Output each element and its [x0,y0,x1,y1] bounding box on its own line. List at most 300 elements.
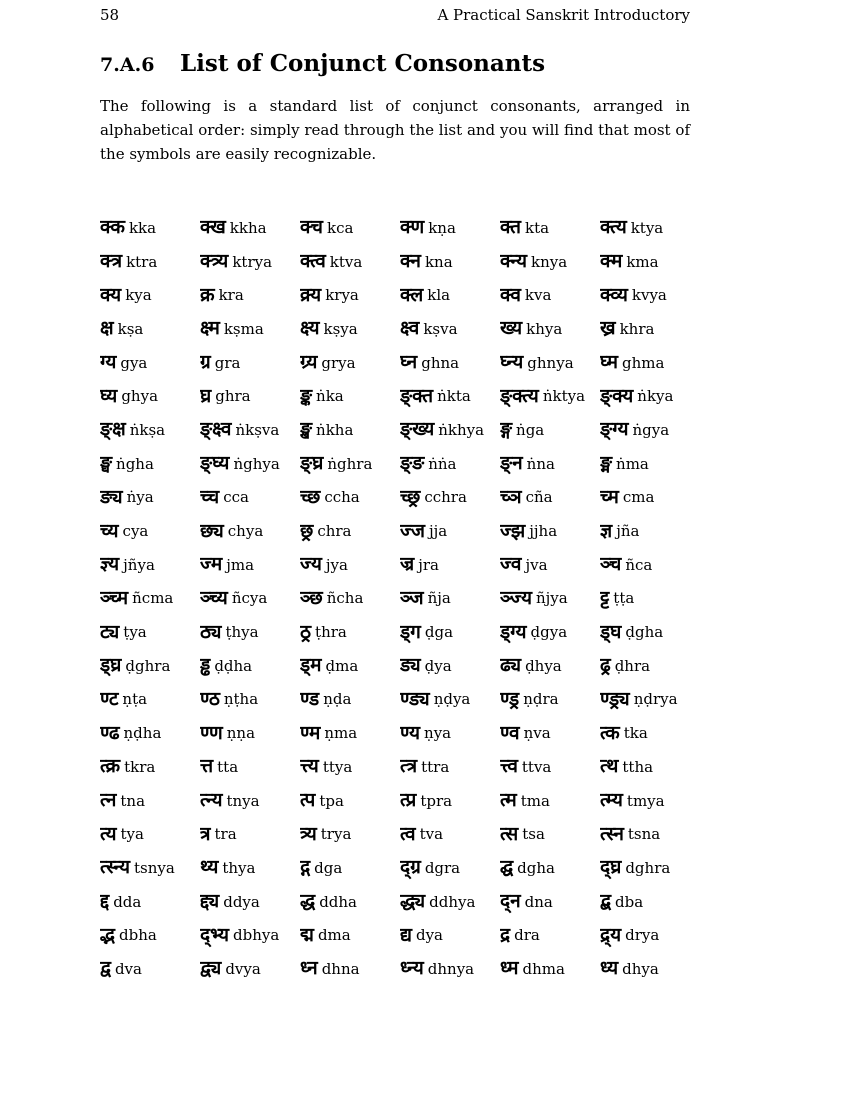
conjunct-transliteration: ṅkṣa [129,420,166,439]
conjunct-transliteration: ṭṭa [613,589,635,608]
conjunct-entry [500,683,600,717]
conjunct-devanagari: ड्य [400,654,421,677]
conjunct-entry [200,683,300,717]
conjunct-transliteration: dna [524,892,553,911]
conjunct-devanagari: ङ्क्त्य [500,384,539,407]
conjunct-entry [300,615,400,649]
conjunct-devanagari: त्म्य [600,789,623,812]
conjunct-transliteration: ddhya [429,892,476,911]
conjunct-entry [500,245,600,279]
conjunct-entry [300,885,400,919]
conjunct-transliteration: tva [419,825,444,844]
conjunct-entry [200,750,300,784]
conjunct-transliteration: ghma [622,353,665,372]
conjunct-transliteration: ghra [215,387,251,406]
conjunct-transliteration: ṭhra [315,623,347,642]
conjunct-devanagari: क्व [500,283,521,306]
conjunct-entry [600,750,700,784]
conjunct-devanagari: द्ध [300,890,316,913]
conjunct-devanagari: ञ्ज्य [500,586,532,609]
conjunct-devanagari: त्त्य [300,755,319,778]
conjunct-transliteration: jya [325,555,348,574]
conjunct-entry [600,481,700,515]
conjunct-entry [100,885,200,919]
conjunct-transliteration: ḍḍha [214,656,253,675]
conjunct-devanagari: ण्य [400,721,421,744]
conjunct-entry [400,245,500,279]
conjunct-transliteration: ṅkhya [438,420,485,439]
conjunct-entry [400,615,500,649]
conjunct-devanagari: द्भ [100,923,115,946]
conjunct-transliteration: kma [626,252,659,271]
conjunct-transliteration: kṣva [423,319,458,338]
conjunct-devanagari: ङ्ख्य [400,418,435,441]
conjunct-transliteration: ḍgya [530,623,568,642]
conjunct-entry [600,211,700,245]
conjunct-transliteration: krya [325,286,359,305]
conjunct-devanagari: ध्म [500,957,519,980]
conjunct-devanagari: क्त्र्य [200,250,229,273]
conjunct-entry [600,716,700,750]
conjunct-devanagari: ङ्क्त [400,384,434,407]
conjunct-devanagari: ज्म [200,553,223,576]
conjunct-devanagari: ङ्ख [300,418,313,441]
conjunct-devanagari: ण्म [300,721,321,744]
conjunct-entry [600,278,700,312]
conjunct-entry [400,278,500,312]
conjunct-devanagari: ड्ग्य [500,620,527,643]
conjunct-devanagari: ङ्य [100,485,123,508]
conjunct-entry [500,582,600,616]
conjunct-devanagari: क्त्व [300,250,326,273]
conjunct-transliteration: dhma [522,959,565,978]
conjunct-transliteration: gra [214,353,241,372]
conjunct-devanagari: क्ष [100,317,114,340]
conjunct-transliteration: ktya [630,218,664,237]
conjunct-transliteration: ṇṇa [226,724,256,743]
conjunct-transliteration: ṅktya [542,387,586,406]
conjunct-transliteration: thya [222,858,256,877]
conjunct-devanagari: च्छ्र [400,485,421,508]
conjunct-devanagari: ग्र [200,351,211,374]
conjunct-devanagari: ण्ड्य [400,687,430,710]
conjunct-devanagari: ण्व [500,721,520,744]
conjunct-devanagari: ण्ड्र [500,687,520,710]
conjunct-devanagari: क्व्य [600,283,628,306]
conjunct-transliteration: tta [217,757,239,776]
conjunct-entry [100,548,200,582]
conjunct-transliteration: ktra [126,252,158,271]
conjunct-devanagari: ट्य [100,620,120,643]
conjunct-entry [100,716,200,750]
conjunct-devanagari: क्ल [400,283,424,306]
conjunct-transliteration: kra [218,286,244,305]
conjunct-devanagari: ङ्घ [100,452,113,475]
conjunct-entry [400,312,500,346]
conjunct-devanagari: ग्र्य [300,351,318,374]
conjunct-transliteration: ṇma [324,724,358,743]
conjunct-entry [200,615,300,649]
conjunct-entry [600,615,700,649]
conjunct-devanagari: त्त [200,755,214,778]
conjunct-entry [600,851,700,885]
conjunct-transliteration: ṅga [516,420,545,439]
conjunct-devanagari: ध्न्य [400,957,424,980]
conjunct-entry [100,851,200,885]
conjunct-entry [400,784,500,818]
conjunct-devanagari: ण्ण [200,721,223,744]
conjunct-devanagari: ध्य [600,957,619,980]
conjunct-devanagari: त्य [100,822,117,845]
conjunct-devanagari: त्प्र [400,789,417,812]
conjunct-entry [100,582,200,616]
conjunct-transliteration: tpra [420,791,453,810]
conjunct-entry [100,514,200,548]
conjunct-devanagari: ठ्य [200,620,222,643]
conjunct-transliteration: tsnya [133,858,175,877]
conjunct-devanagari: क्य [100,283,122,306]
conjunct-entry [400,582,500,616]
conjunct-entry [400,750,500,784]
conjunct-transliteration: cma [622,488,655,507]
conjunct-transliteration: kna [424,252,453,271]
conjunct-transliteration: dva [114,959,142,978]
conjunct-devanagari: ञ्च [600,553,622,576]
conjunct-transliteration: dgha [517,858,555,877]
conjunct-entry [300,683,400,717]
conjunct-transliteration: tpa [319,791,344,810]
conjunct-entry [200,379,300,413]
conjunct-entry [400,379,500,413]
conjunct-entry [300,952,400,986]
conjunct-devanagari: त्क्र [100,755,121,778]
conjunct-transliteration: ñjya [535,589,568,608]
conjunct-devanagari: ख्र [600,317,616,340]
conjunct-entry [100,481,200,515]
conjunct-transliteration: ṅghya [233,454,280,473]
conjunct-transliteration: kkha [229,218,267,237]
conjunct-devanagari: त्र्य [300,822,317,845]
conjunct-devanagari: क्म [600,250,623,273]
conjunct-entry [400,211,500,245]
conjunct-transliteration: ḍya [424,656,452,675]
conjunct-entry [500,716,600,750]
conjunct-devanagari: घ्म [600,351,619,374]
conjunct-devanagari: द्ब [600,890,612,913]
conjunct-transliteration: kṇa [428,218,456,237]
conjunct-transliteration: ttha [622,757,654,776]
conjunct-transliteration: cya [122,522,149,541]
conjunct-entry [300,278,400,312]
conjunct-transliteration: tsa [522,825,545,844]
conjunct-devanagari: द्भ्य [200,923,230,946]
conjunct-devanagari: ङ्क्ष्व [200,418,232,441]
conjunct-entry [200,885,300,919]
conjunct-transliteration: knya [531,252,568,271]
conjunct-transliteration: jña [616,522,640,541]
conjunct-devanagari: ड्ढ [200,654,211,677]
conjunct-transliteration: tra [214,825,237,844]
conjunct-transliteration: tya [120,825,144,844]
conjunct-devanagari: घ्न्य [500,351,524,374]
conjunct-transliteration: ṇḍya [433,690,471,709]
conjunct-entry [400,346,500,380]
page-number: 58 [100,6,120,24]
conjunct-devanagari: च्च [200,485,220,508]
conjunct-transliteration: tkra [124,757,156,776]
conjunct-transliteration: dghra [625,858,671,877]
conjunct-devanagari: क्ष्व [400,317,420,340]
conjunct-devanagari: ख्य [500,317,523,340]
conjunct-entry [200,548,300,582]
conjunct-devanagari: ठ्र [300,620,312,643]
conjunct-devanagari: ग्य [100,351,117,374]
conjunct-entry [600,918,700,952]
conjunct-entry [200,514,300,548]
conjunct-entry [100,379,200,413]
conjunct-devanagari: त्त्र [400,755,418,778]
conjunct-entry [200,716,300,750]
conjunct-entry [500,817,600,851]
conjunct-entry [100,817,200,851]
conjunct-entry [200,918,300,952]
conjunct-devanagari: ड्घ्र [100,654,122,677]
conjunct-entry [500,312,600,346]
conjunct-transliteration: ṅkta [437,387,471,406]
conjunct-transliteration: ṇya [424,724,452,743]
conjunct-transliteration: dbhya [233,926,280,945]
conjunct-devanagari: ङ्क्ष [100,418,126,441]
conjunct-devanagari: ध्न [300,957,318,980]
conjunct-transliteration: dgra [424,858,461,877]
conjunct-entry [200,481,300,515]
conjunct-devanagari: ञ्च्य [200,586,228,609]
conjunct-devanagari: त्क [600,721,620,744]
conjunct-transliteration: ñcha [326,589,364,608]
conjunct-transliteration: tna [120,791,146,810]
conjunct-entry [300,413,400,447]
conjunct-devanagari: त्स्न [600,822,624,845]
conjunct-devanagari: थ्य [200,856,219,879]
conjunct-transliteration: ṅghra [327,454,373,473]
conjunct-entry [400,514,500,548]
conjunct-entry [300,346,400,380]
conjunct-transliteration: ghnya [527,353,574,372]
conjunct-transliteration: dbha [119,926,157,945]
conjunct-entry [100,278,200,312]
conjunct-entry [400,885,500,919]
conjunct-devanagari: क्न्य [500,250,528,273]
conjunct-entry [600,885,700,919]
conjunct-transliteration: ddha [319,892,357,911]
conjunct-entry [300,918,400,952]
conjunct-entry [500,447,600,481]
conjunct-devanagari: द्व [100,957,111,980]
conjunct-transliteration: cña [525,488,553,507]
conjunct-entry [300,582,400,616]
conjunct-devanagari: ज्य [300,553,322,576]
conjunct-transliteration: tma [520,791,550,810]
conjunct-entry [500,379,600,413]
conjunct-transliteration: ghna [421,353,460,372]
conjunct-transliteration: ṇḍra [523,690,559,709]
conjunct-transliteration: ccha [324,488,360,507]
conjunct-devanagari: ङ्ग [500,418,513,441]
conjunct-entry [500,481,600,515]
conjunct-transliteration: drya [625,926,660,945]
conjunct-entry [200,784,300,818]
conjunct-transliteration: ṅkha [316,420,354,439]
conjunct-transliteration: jva [525,555,548,574]
conjunct-transliteration: ñja [427,589,451,608]
conjunct-devanagari: ज्ज [400,519,425,542]
conjunct-entry [300,851,400,885]
conjunct-entry [300,649,400,683]
conjunct-entry [100,211,200,245]
conjunct-devanagari: त्थ [600,755,619,778]
conjunct-entry [600,952,700,986]
conjunct-entry [200,211,300,245]
conjunct-entry [300,548,400,582]
conjunct-devanagari: त्न [100,789,117,812]
conjunct-devanagari: क्क [100,216,125,239]
conjunct-devanagari: द्र [500,923,511,946]
conjunct-entry [200,649,300,683]
conjunct-devanagari: ञ्च्म [100,586,129,609]
conjunct-transliteration: kva [524,286,552,305]
conjunct-devanagari: द्ध्य [400,890,426,913]
conjunct-entry [500,615,600,649]
conjunct-transliteration: dhnya [427,959,475,978]
conjunct-entry [500,750,600,784]
conjunct-entry [100,784,200,818]
conjunct-transliteration: ṅya [126,488,154,507]
conjunct-grid [100,211,700,986]
conjunct-devanagari: त्म [500,789,517,812]
conjunct-entry [200,245,300,279]
conjunct-entry [400,918,500,952]
conjunct-transliteration: ṅma [616,454,649,473]
conjunct-transliteration: ṅṅa [428,454,457,473]
conjunct-entry [500,851,600,885]
conjunct-devanagari: क्त [500,216,522,239]
conjunct-devanagari: ड्घ [600,620,622,643]
conjunct-devanagari: ञ्ज [400,586,424,609]
conjunct-transliteration: dvya [225,959,261,978]
conjunct-entry [200,851,300,885]
conjunct-entry [600,817,700,851]
conjunct-transliteration: kya [125,286,152,305]
conjunct-devanagari: त्व [400,822,416,845]
conjunct-devanagari: च्छ [300,485,321,508]
conjunct-devanagari: त्स्न्य [100,856,130,879]
conjunct-transliteration: ṭya [123,623,147,642]
conjunct-devanagari: ङ्क [300,384,313,407]
conjunct-transliteration: ḍhra [614,656,651,675]
conjunct-transliteration: kla [427,286,451,305]
conjunct-transliteration: dda [113,892,142,911]
conjunct-entry [600,649,700,683]
conjunct-devanagari: ण्ड्र्य [600,687,630,710]
conjunct-transliteration: tmya [626,791,665,810]
conjunct-devanagari: द्घ [500,856,514,879]
conjunct-entry [500,548,600,582]
conjunct-devanagari: ज्ञ [600,519,613,542]
conjunct-transliteration: jjha [529,522,558,541]
conjunct-entry [300,312,400,346]
conjunct-transliteration: ḍma [325,656,359,675]
conjunct-transliteration: kca [326,218,354,237]
conjunct-entry [100,683,200,717]
conjunct-entry [400,817,500,851]
conjunct-transliteration: dra [514,926,540,945]
conjunct-entry [600,784,700,818]
conjunct-devanagari: ण्ड [300,687,320,710]
conjunct-entry [100,649,200,683]
conjunct-entry [100,312,200,346]
conjunct-entry [500,885,600,919]
conjunct-devanagari: क्र्य [300,283,322,306]
conjunct-transliteration: kvya [631,286,667,305]
conjunct-devanagari: त्त्व [500,755,518,778]
conjunct-devanagari: ण्ठ [200,687,220,710]
conjunct-entry [400,649,500,683]
conjunct-transliteration: jma [226,555,255,574]
conjunct-transliteration: kṣma [223,319,264,338]
conjunct-transliteration: ṅka [316,387,344,406]
conjunct-entry [300,379,400,413]
conjunct-transliteration: chra [317,522,352,541]
conjunct-transliteration: ḍhya [525,656,562,675]
conjunct-devanagari: ज्झ [500,519,526,542]
conjunct-devanagari: ढ्य [500,654,522,677]
conjunct-entry [300,750,400,784]
conjunct-transliteration: ḍghra [125,656,171,675]
conjunct-entry [300,716,400,750]
conjunct-transliteration: ḍgha [625,623,664,642]
conjunct-transliteration: jra [418,555,439,574]
conjunct-entry [600,346,700,380]
conjunct-devanagari: ङ्ग्य [600,418,629,441]
conjunct-transliteration: cca [223,488,249,507]
conjunct-entry [500,918,600,952]
conjunct-devanagari: ढ्र [600,654,611,677]
conjunct-devanagari: क्ण [400,216,425,239]
conjunct-entry [500,346,600,380]
conjunct-devanagari: द्द्य [200,890,220,913]
conjunct-transliteration: ttya [322,757,353,776]
conjunct-entry [300,514,400,548]
conjunct-entry [400,447,500,481]
conjunct-transliteration: chya [227,522,264,541]
conjunct-transliteration: dba [615,892,644,911]
conjunct-entry [100,346,200,380]
conjunct-devanagari: ड्म [300,654,322,677]
conjunct-transliteration: ñcma [132,589,174,608]
conjunct-devanagari: द्ग्र [400,856,421,879]
conjunct-devanagari: त्प [300,789,316,812]
conjunct-entry [600,245,700,279]
conjunct-entry [200,817,300,851]
conjunct-devanagari: घ्न [400,351,418,374]
conjunct-entry [500,278,600,312]
conjunct-transliteration: ṇva [523,724,551,743]
conjunct-transliteration: dma [317,926,351,945]
conjunct-devanagari: द्घ्र [600,856,622,879]
conjunct-entry [300,211,400,245]
conjunct-devanagari: क्ष्म [200,317,220,340]
conjunct-entry [300,447,400,481]
